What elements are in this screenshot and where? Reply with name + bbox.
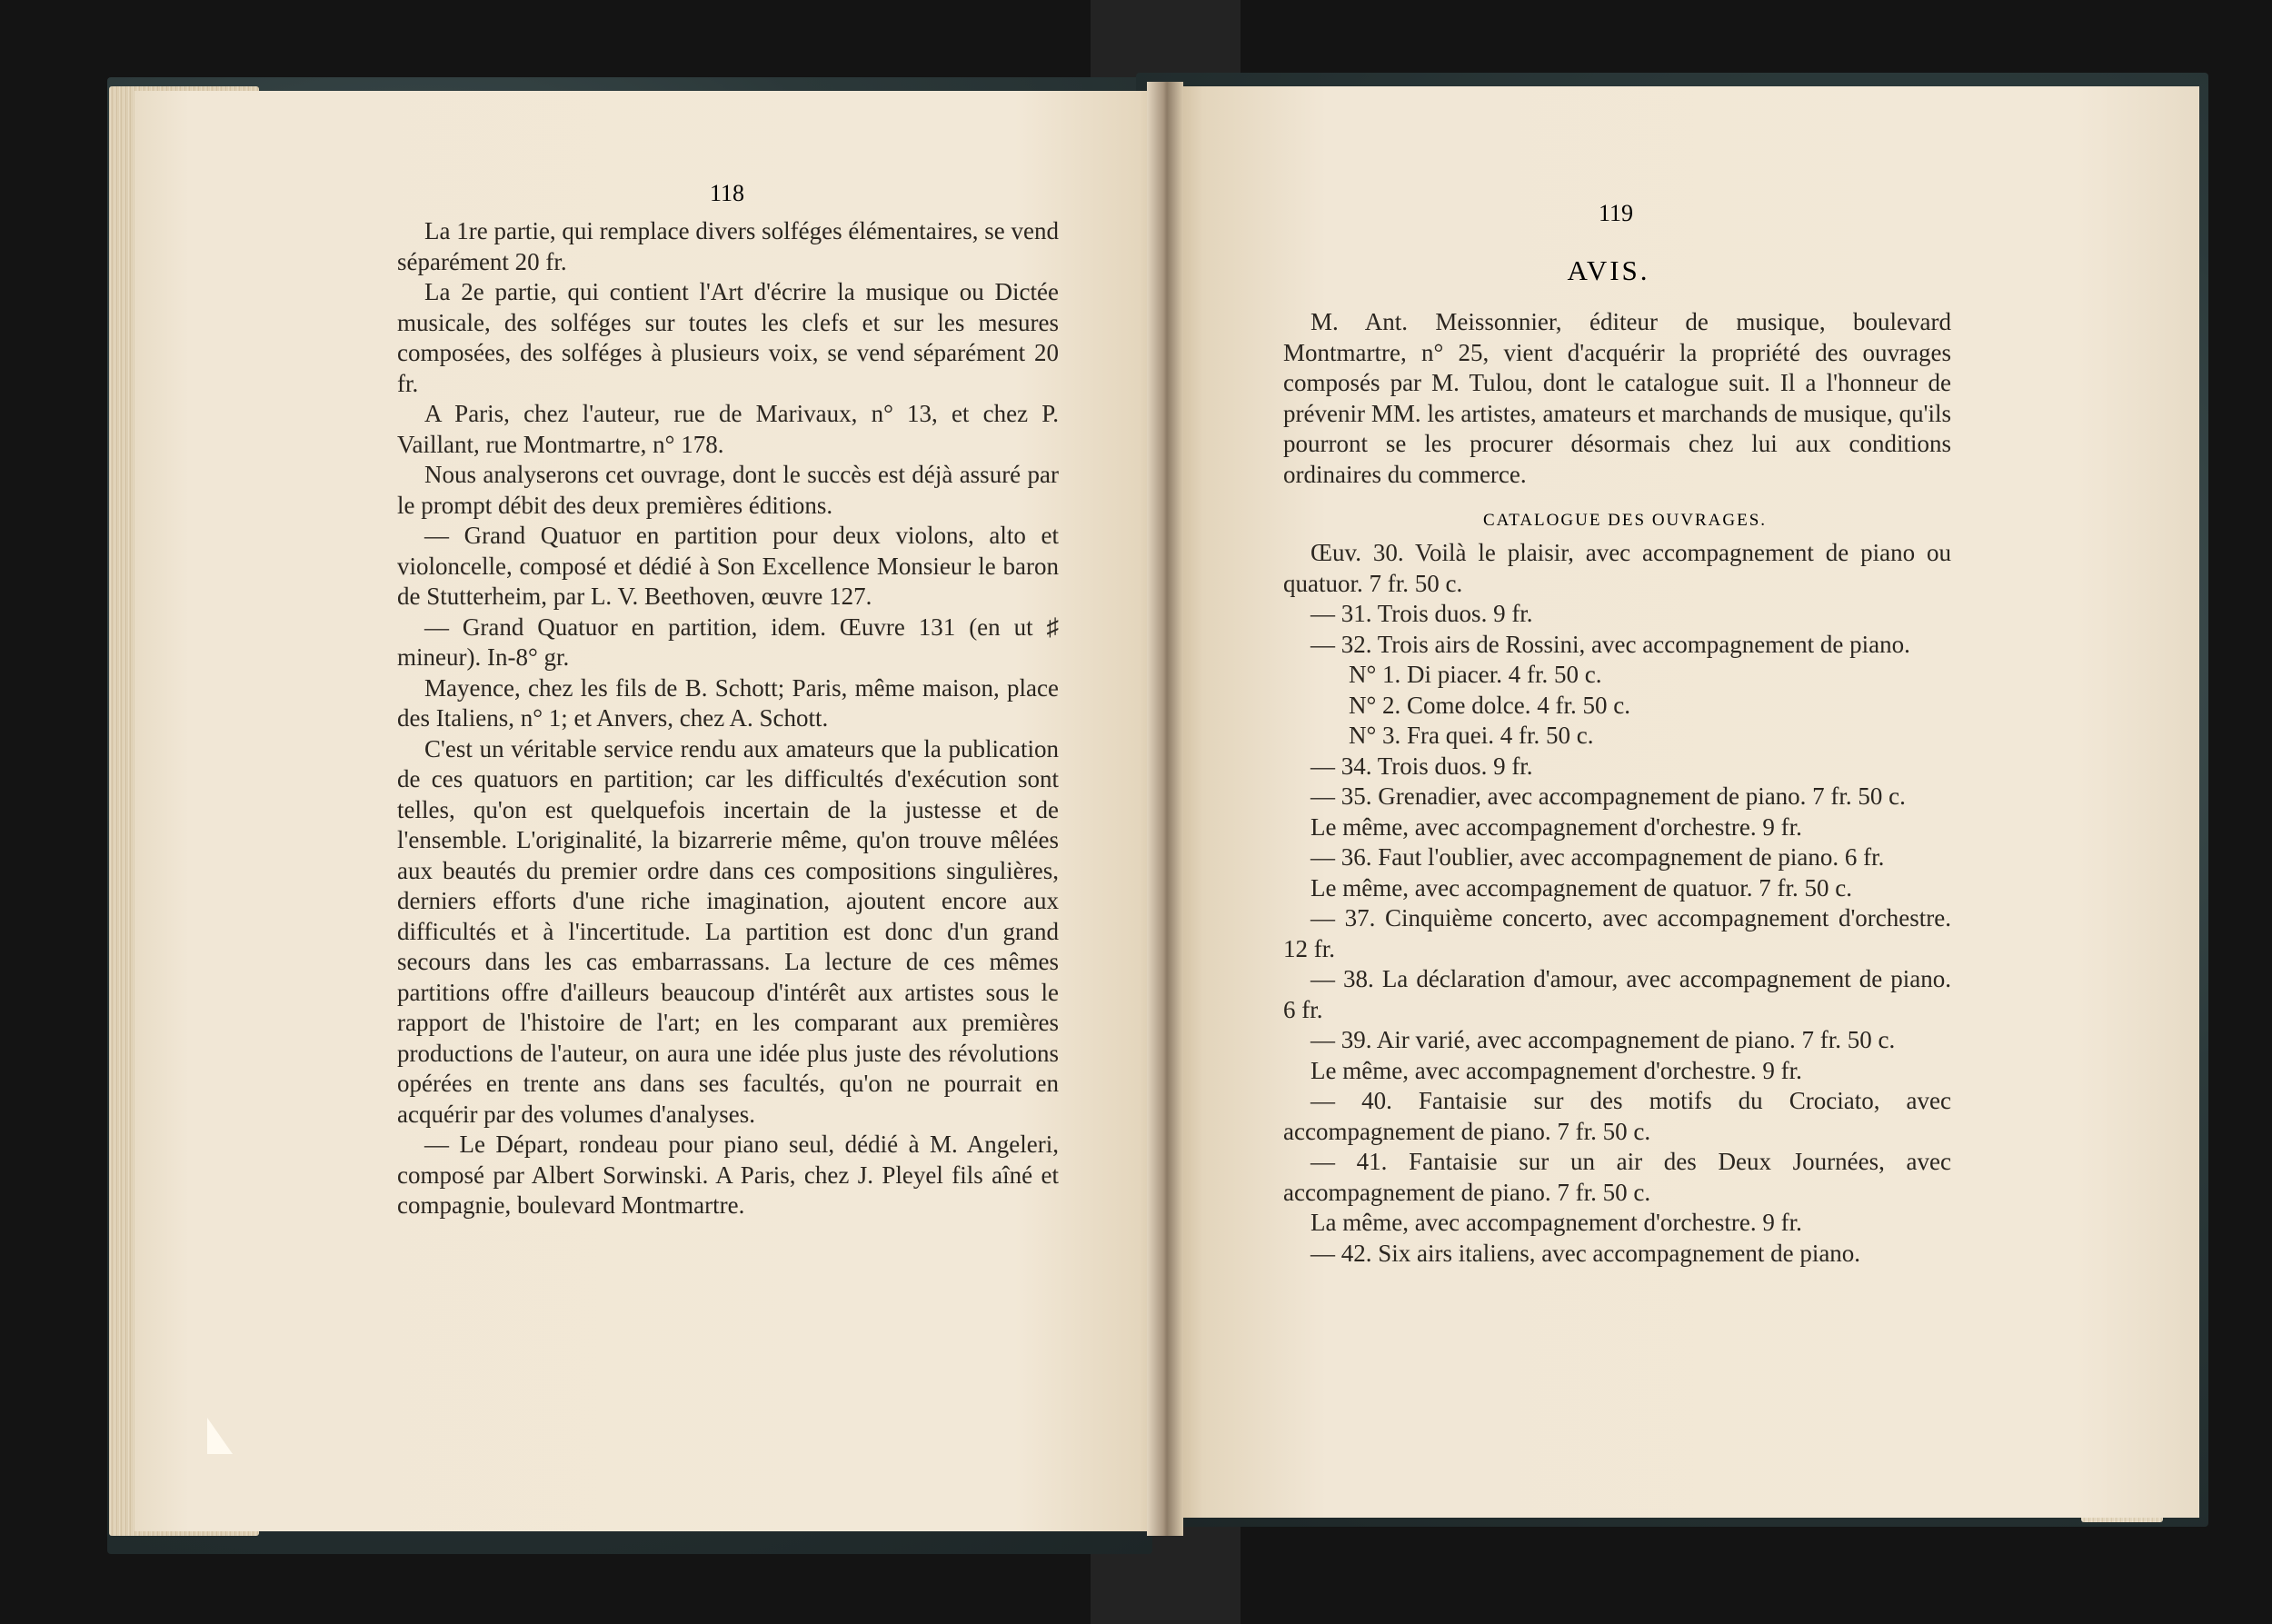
- paragraph: — Grand Quatuor en partition pour deux violons, alto et violoncelle, composé et dédié à Son Excellence Monsieur le baron de Stutterheim, par L. V. Beethoven, œuvre 127.: [397, 522, 1059, 610]
- catalogue-entry: Le même, avec accompagnement d'orchestre. 9 fr.: [1310, 1056, 1802, 1084]
- paragraph: Mayence, chez les fils de B. Schott; Paris, même maison, place des Italiens, n° 1; et Anvers, chez A. Schott.: [397, 673, 1059, 732]
- page-number-right: 119: [1598, 200, 1634, 226]
- catalogue-entry: Œuv. 30. Voilà le plaisir, avec accompagnement de piano ou quatuor. 7 fr. 50 c.: [1283, 539, 1951, 597]
- catalogue-entry: Le même, avec accompagnement de quatuor. 7 fr. 50 c.: [1310, 873, 1853, 902]
- catalogue-entry: — 39. Air varié, avec accompagnement de piano. 7 fr. 50 c.: [1310, 1026, 1896, 1053]
- catalogue-entry: — 31. Trois duos. 9 fr.: [1310, 600, 1533, 627]
- intro-paragraph: M. Ant. Meissonnier, éditeur de musique, boulevard Montmartre, n° 25, vient d'acquérir la propriété des ouvrages composés par M. Tulou, dont le catalogue suit. Il a l'honneur de prévenir MM. les artistes, amateurs et marchands de musique, qu'ils pourront se les procurer désormais chez lui aux conditions ordinaires du commerce.: [1283, 308, 1951, 488]
- paragraph: C'est un véritable service rendu aux amateurs que la publication de ces quatuors en partition; car les difficultés d'exécution sont telles, qu'on est quelquefois incertain de la justesse et de l'ensemble. L'originalité, la bizarrerie même, qu'on trouve mêlées aux beautés du premier ordre dans ces compositions singulières, derniers efforts d'une riche imagination, ajoutent encore aux difficultés et à l'incertitude. La partition est donc d'un grand secours dans les cas embarrassans. La lecture de ces mêmes partitions offre d'ailleurs beaucoup d'intérêt aux artistes sous le rapport de l'histoire de l'art; en les comparant aux premières productions de l'auteur, on aura une idée plus juste des révolutions opérées en trente ans dans ses facultés, qu'on ne pourrait en acquérir par des volumes d'analyses.: [397, 734, 1059, 1128]
- page-number-left: 118: [709, 180, 745, 206]
- catalogue-entry: — 41. Fantaisie sur un air des Deux Journées, avec accompagnement de piano. 7 fr. 50 c.: [1283, 1148, 1951, 1206]
- catalogue-entry: N° 2. Come dolce. 4 fr. 50 c.: [1349, 691, 1630, 719]
- paragraph: — Le Départ, rondeau pour piano seul, dédié à M. Angeleri, composé par Albert Sorwinski. A Paris, chez J. Pleyel fils aîné et compagnie, boulevard Montmartre.: [397, 1131, 1059, 1219]
- folded-corner: [207, 1418, 233, 1454]
- catalogue-entry: — 35. Grenadier, avec accompagnement de piano. 7 fr. 50 c.: [1310, 782, 1906, 810]
- catalogue-entry: — 38. La déclaration d'amour, avec accompagnement de piano. 6 fr.: [1283, 965, 1951, 1023]
- paragraph: — Grand Quatuor en partition, idem. Œuvre 131 (en ut ♯ mineur). In-8° gr.: [397, 613, 1059, 671]
- paragraph: La 2e partie, qui contient l'Art d'écrire la musique ou Dictée musicale, des solféges sur toutes les clefs et sur les mesures composées, des solféges à plusieurs voix, se vend séparément 20 fr.: [397, 278, 1059, 397]
- catalogue-heading: CATALOGUE DES OUVRAGES.: [1482, 511, 1768, 530]
- left-page-text: [397, 216, 1059, 1221]
- notice-intro: [1283, 307, 1951, 490]
- catalogue-entry: — 37. Cinquième concerto, avec accompagnement d'orchestre. 12 fr.: [1283, 904, 1951, 962]
- paragraph: Nous analyserons cet ouvrage, dont le succès est déjà assuré par le prompt débit des deux premières éditions.: [397, 461, 1059, 519]
- paragraph: A Paris, chez l'auteur, rue de Marivaux, n° 13, et chez P. Vaillant, rue Montmartre, n° 178.: [397, 400, 1059, 458]
- catalogue-list: [1283, 538, 1951, 1269]
- catalogue-entry: N° 1. Di piacer. 4 fr. 50 c.: [1349, 661, 1602, 688]
- catalogue-entry: — 32. Trois airs de Rossini, avec accompagnement de piano.: [1310, 630, 1910, 658]
- catalogue-entry: — 42. Six airs italiens, avec accompagnement de piano.: [1310, 1239, 1861, 1267]
- catalogue-entry: La même, avec accompagnement d'orchestre. 9 fr.: [1310, 1209, 1802, 1236]
- catalogue-entry: — 34. Trois duos. 9 fr.: [1310, 752, 1533, 780]
- catalogue-entry: — 36. Faut l'oublier, avec accompagnement de piano. 6 fr.: [1310, 843, 1885, 871]
- catalogue-entry: — 40. Fantaisie sur des motifs du Crociato, avec accompagnement de piano. 7 fr. 50 c.: [1283, 1087, 1951, 1145]
- notice-title: AVIS.: [1567, 254, 1650, 286]
- catalogue-entry: N° 3. Fra quei. 4 fr. 50 c.: [1349, 722, 1594, 749]
- catalogue-entry: Le même, avec accompagnement d'orchestre. 9 fr.: [1310, 812, 1802, 841]
- book-gutter: [1147, 82, 1183, 1536]
- paragraph: La 1re partie, qui remplace divers solféges élémentaires, se vend séparément 20 fr.: [397, 217, 1059, 275]
